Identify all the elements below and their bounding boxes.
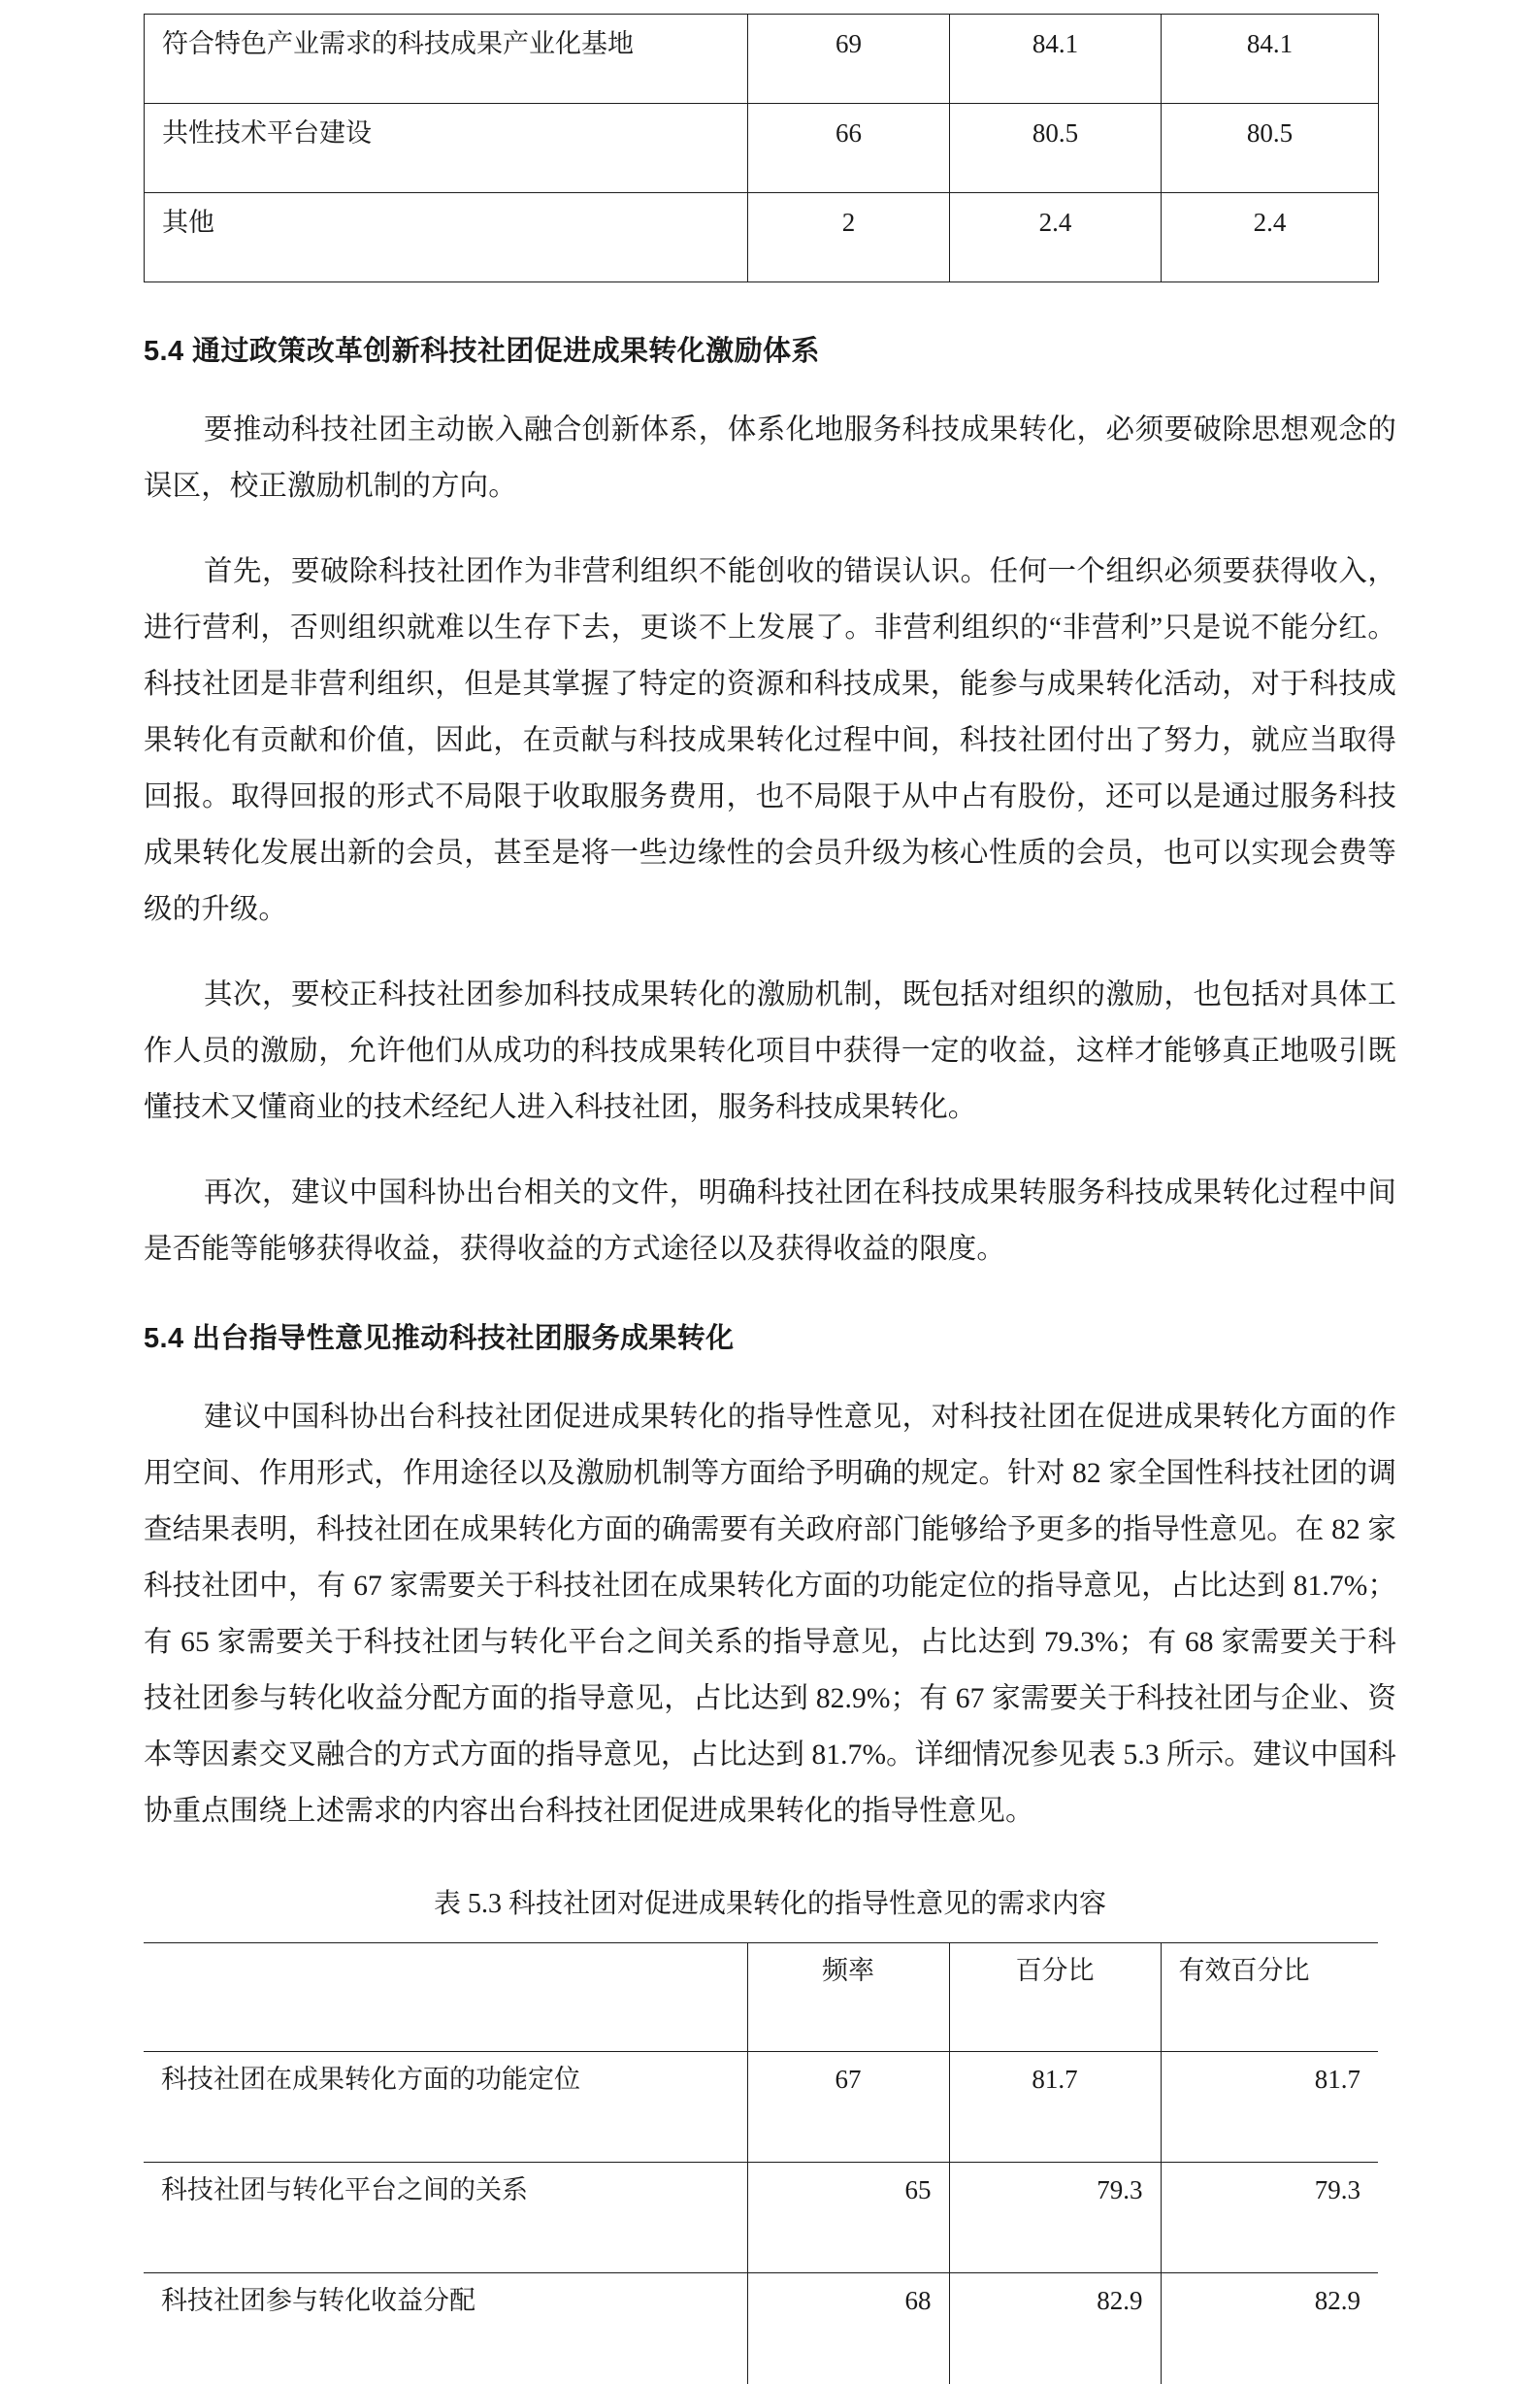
header-percent: 百分比 — [949, 1943, 1161, 2052]
paragraph-second-point: 其次，要校正科技社团参加科技成果转化的激励机制，既包括对组织的激励，也包括对具体工作人员的激励，允许他们从成功的科技成果转化项目中获得一定的收益，这样才能够真正地吸引既懂技术又懂商业的技术经纪人进入科技社团，服务科技成果转化。 — [144, 979, 1396, 1123]
spacer-par-1 — [144, 514, 1396, 544]
section-heading-guidance-opinions: 5.4 出台指导性意见推动科技社团服务成果转化 — [144, 1323, 735, 1354]
cell-frequency: 65 — [747, 2163, 949, 2273]
table-row — [145, 193, 1379, 282]
cell-frequency: 2 — [748, 193, 950, 282]
header-valid-percent: 有效百分比 — [1161, 1943, 1378, 2052]
table-row — [145, 104, 1379, 193]
cell-valid-percent: 79.3 — [1161, 2163, 1378, 2273]
spacer-par-2 — [144, 938, 1396, 967]
spacer-par-3 — [144, 1136, 1396, 1165]
cell-frequency: 69 — [748, 15, 950, 104]
spacer-after-caption — [144, 1921, 1396, 1942]
table-53-caption: 表 5.3 科技社团对促进成果转化的指导性意见的需求内容 — [433, 1889, 1106, 1919]
header-frequency: 频率 — [747, 1943, 949, 2052]
cell-valid-percent: 84.1 — [1162, 15, 1379, 104]
table-row — [144, 2052, 1378, 2163]
cell-valid-percent: 80.5 — [1162, 104, 1379, 193]
table-row — [144, 2273, 1378, 2384]
cell-percent: 80.5 — [950, 104, 1162, 193]
cell-frequency: 66 — [748, 104, 950, 193]
cell-percent: 82.9 — [949, 2273, 1161, 2384]
cell-valid-percent: 82.9 — [1161, 2273, 1378, 2384]
cell-label: 其他 — [145, 193, 748, 282]
spacer-after-heading-2 — [144, 1356, 1396, 1389]
table-52-continued — [144, 14, 1379, 282]
table-53 — [144, 1942, 1378, 2384]
spacer-before-caption — [144, 1839, 1396, 1882]
cell-percent: 84.1 — [950, 15, 1162, 104]
cell-label: 符合特色产业需求的科技成果产业化基地 — [145, 15, 748, 104]
cell-frequency: 68 — [747, 2273, 949, 2384]
cell-label: 科技社团与转化平台之间的关系 — [144, 2163, 747, 2273]
cell-valid-percent: 81.7 — [1161, 2052, 1378, 2163]
spacer-after-heading-1 — [144, 369, 1396, 402]
section-heading-policy-reform: 5.4 通过政策改革创新科技社团促进成果转化激励体系 — [144, 336, 820, 367]
paragraph-first-point: 首先，要破除科技社团作为非营利组织不能创收的错误认识。任何一个组织必须要获得收入，进行营利，否则组织就难以生存下去，更谈不上发展了。非营利组织的“非营利”只是说不能分红。科技社团是非营利组织，但是其掌握了特定的资源和科技成果，能参与成果转化活动，对于科技成果转化有贡献和价值，因此，在贡献与科技成果转化过程中间，科技社团付出了努力，就应当取得回报。取得回报的形式不局限于收取服务费用，也不局限于从中占有股份，还可以是通过服务科技成果转化发展出新的会员，甚至是将一些边缘性的会员升级为核心性质的会员，也可以实现会费等级的升级。 — [144, 556, 1396, 925]
paragraph-guidance-survey: 建议中国科协出台科技社团促进成果转化的指导性意见，对科技社团在促进成果转化方面的作用空间、作用形式，作用途径以及激励机制等方面给予明确的规定。针对 82 家全国性科技社团的调查结果表明，科技社团在成果转化方面的确需要有关政府部门能够给予更多的指导性意见。在 82 家科技社团中，有 67 家需要关于科技社团在成果转化方面的功能定位的指导意见，占比达到 81.7%；有 65 家需要关于科技社团与转化平台之间关系的指导意见，占比达到 79.3%；有 68 家需要关于科技社团参与转化收益分配方面的指导意见，占比达到 82.9%；有 67 家需要关于科技社团与企业、资本等因素交叉融合的方式方面的指导意见，占比达到 81.7%。详细情况参见表 5.3 所示。建议中国科协重点围绕上述需求的内容出台科技社团促进成果转化的指导性意见。 — [144, 1402, 1396, 1827]
cell-percent: 79.3 — [949, 2163, 1161, 2273]
header-blank — [144, 1943, 747, 2052]
cell-percent: 2.4 — [950, 193, 1162, 282]
spacer-before-heading-2 — [144, 1277, 1396, 1316]
cell-label: 科技社团在成果转化方面的功能定位 — [144, 2052, 747, 2163]
cell-frequency: 67 — [747, 2052, 949, 2163]
cell-label: 共性技术平台建设 — [145, 104, 748, 193]
cell-percent: 81.7 — [949, 2052, 1161, 2163]
table-row — [145, 15, 1379, 104]
paragraph-third-point: 再次，建议中国科协出台相关的文件，明确科技社团在科技成果转服务科技成果转化过程中间是否能等能够获得收益，获得收益的方式途径以及获得收益的限度。 — [144, 1177, 1396, 1265]
page-top-spacer — [144, 0, 1396, 14]
paragraph-intro: 要推动科技社团主动嵌入融合创新体系，体系化地服务科技成果转化，必须要破除思想观念的误区，校正激励机制的方向。 — [144, 414, 1396, 502]
table-header-row — [144, 1943, 1378, 2052]
cell-label: 科技社团参与转化收益分配 — [144, 2273, 747, 2384]
cell-valid-percent: 2.4 — [1162, 193, 1379, 282]
spacer-after-table-52 — [144, 282, 1396, 329]
